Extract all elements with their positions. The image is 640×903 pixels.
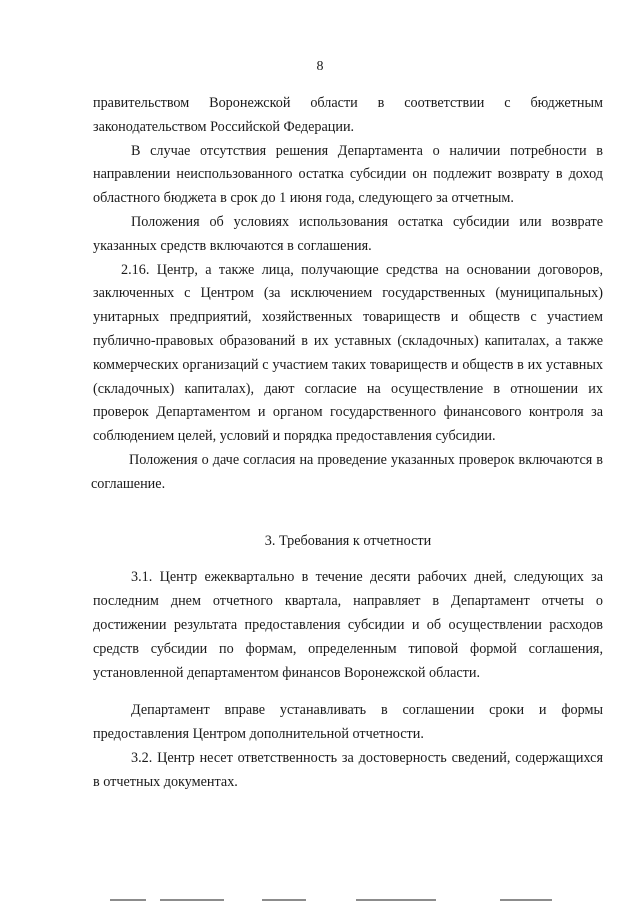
paragraph: В случае отсутствия решения Департамента о наличии потребности в направлении неиспользованного остатка субсидии он подлежит возврату в доход областного бюджета в срок до 1 июня года, следующего за отчетным. bbox=[93, 142, 603, 207]
paragraph: правительством Воронежской области в соответствии с бюджетным законодательством Российской Федерации. bbox=[93, 95, 603, 135]
paragraph-3-2: 3.2. Центр несет ответственность за достоверность сведений, содержащихся в отчетных документах. bbox=[93, 749, 603, 790]
paragraph-3-1: 3.1. Центр ежеквартально в течение десяти рабочих дней, следующих за последним днем отчетного квартала, направляет в Департамент отчеты о достижении результата предоставления субсидии и об осуществлении расходов средств субсидии по формам, определенным типовой формой соглашения, установленной департаментом финансов Воронежской области. bbox=[93, 569, 603, 681]
paragraph-2-16: 2.16. Центр, а также лица, получающие средства на основании договоров, заключенных с Центром (за исключением государственных (муниципальных) унитарных предприятий, хозяйственных товариществ и обществ с участием публично-правовых образований в их уставных (складочных) капиталах, а также коммерческих организаций с участием таких товариществ и обществ в их уставных (складочных) капиталах), дают согласие на осуществление в отношении их проверок Департаментом и органом государственного финансового контроля за соблюдением целей, условий и порядка предоставления субсидии. bbox=[93, 261, 603, 445]
section-heading: 3. Требования к отчетности bbox=[264, 532, 432, 549]
paragraph: Положения о даче согласия на проведение указанных проверок включаются в соглашение. bbox=[91, 451, 603, 492]
document-body bbox=[93, 92, 603, 795]
scan-edge-artifact bbox=[0, 898, 640, 903]
paragraph: Департамент вправе устанавливать в соглашении сроки и формы предоставления Центром дополнительной отчетности. bbox=[93, 702, 603, 743]
page-number: 8 bbox=[316, 59, 324, 74]
paragraph: Положения об условиях использования остатка субсидии или возврате указанных средств включаются в соглашения. bbox=[93, 213, 603, 254]
